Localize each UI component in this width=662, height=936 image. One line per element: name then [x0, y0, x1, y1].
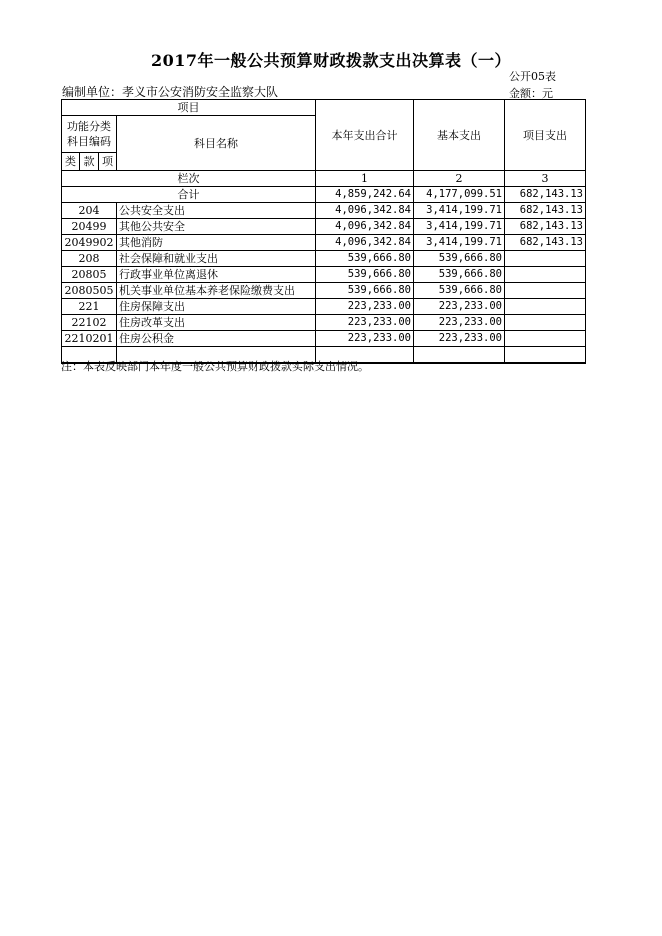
header-project: 项目 [62, 100, 316, 116]
footnote: 注：本表反映部门本年度一般公共预算财政拨款实际支出情况。 [61, 360, 369, 373]
total-row [62, 187, 586, 203]
amount-basic: 3,414,199.71 [414, 203, 505, 219]
table-row [62, 251, 586, 267]
subject-name: 住房改革支出 [117, 315, 316, 331]
subject-name: 社会保障和就业支出 [117, 251, 316, 267]
amount-project: 682,143.13 [505, 219, 586, 235]
amount-total: 539,666.80 [316, 251, 414, 267]
amount-total: 539,666.80 [316, 283, 414, 299]
header-subject-name: 科目名称 [117, 116, 316, 171]
header-lei: 类 [62, 153, 80, 171]
amount-unit: 金额：元 [509, 87, 553, 100]
amount-project [505, 299, 586, 315]
subject-code: 22102 [62, 315, 117, 331]
subject-name: 行政事业单位离退休 [117, 267, 316, 283]
amount-basic [414, 347, 505, 364]
amount-basic: 539,666.80 [414, 283, 505, 299]
amount-total: 4,096,342.84 [316, 235, 414, 251]
header-basic: 基本支出 [414, 100, 505, 171]
report-title: 2017年一般公共预算财政拨款支出决算表（一） [150, 51, 512, 70]
table-row [62, 235, 586, 251]
amount-project [505, 331, 586, 347]
column-number-row [62, 171, 586, 187]
amount-total: 4,096,342.84 [316, 203, 414, 219]
subject-code: 2049902 [62, 235, 117, 251]
amount-total: 223,233.00 [316, 299, 414, 315]
subject-name: 其他公共安全 [117, 219, 316, 235]
subject-code: 221 [62, 299, 117, 315]
table-row [62, 299, 586, 315]
table-row [62, 267, 586, 283]
table-row [62, 331, 586, 347]
subject-code: 204 [62, 203, 117, 219]
form-code: 公开05表 [509, 70, 556, 83]
subject-code: 20805 [62, 267, 117, 283]
subject-name: 公共安全支出 [117, 203, 316, 219]
amount-basic: 223,233.00 [414, 315, 505, 331]
header-kuan: 款 [80, 153, 99, 171]
subject-code: 2080505 [62, 283, 117, 299]
table-row [62, 203, 586, 219]
total-project: 682,143.13 [505, 187, 586, 203]
amount-basic: 3,414,199.71 [414, 219, 505, 235]
subject-name: 其他消防 [117, 235, 316, 251]
amount-project: 682,143.13 [505, 235, 586, 251]
col-no-2: 2 [414, 171, 505, 187]
header-total: 本年支出合计 [316, 100, 414, 171]
amount-project [505, 251, 586, 267]
subject-name: 机关事业单位基本养老保险缴费支出 [117, 283, 316, 299]
amount-project: 682,143.13 [505, 203, 586, 219]
header-xiang: 项 [99, 153, 117, 171]
amount-basic: 223,233.00 [414, 299, 505, 315]
table-row [62, 283, 586, 299]
compiling-unit: 编制单位：孝义市公安消防安全监察大队 [62, 85, 279, 99]
amount-project [505, 283, 586, 299]
total-label: 合计 [62, 187, 316, 203]
amount-total: 4,096,342.84 [316, 219, 414, 235]
subject-name: 住房公积金 [117, 331, 316, 347]
header-func-code: 功能分类科目编码 [62, 116, 117, 153]
total-basic: 4,177,099.51 [414, 187, 505, 203]
amount-project [505, 347, 586, 364]
amount-basic: 223,233.00 [414, 331, 505, 347]
subject-code: 20499 [62, 219, 117, 235]
col-no-1: 1 [316, 171, 414, 187]
expenditure-table [61, 99, 586, 364]
subject-code: 208 [62, 251, 117, 267]
amount-basic: 539,666.80 [414, 251, 505, 267]
subject-name: 住房保障支出 [117, 299, 316, 315]
amount-total: 539,666.80 [316, 267, 414, 283]
amount-project [505, 267, 586, 283]
amount-total: 223,233.00 [316, 315, 414, 331]
table-row [62, 219, 586, 235]
amount-basic: 3,414,199.71 [414, 235, 505, 251]
total-sum: 4,859,242.64 [316, 187, 414, 203]
row-no-label: 栏次 [62, 171, 316, 187]
subject-code: 2210201 [62, 331, 117, 347]
amount-basic: 539,666.80 [414, 267, 505, 283]
col-no-3: 3 [505, 171, 586, 187]
amount-project [505, 315, 586, 331]
amount-total: 223,233.00 [316, 331, 414, 347]
header-project-exp: 项目支出 [505, 100, 586, 171]
table-row [62, 315, 586, 331]
